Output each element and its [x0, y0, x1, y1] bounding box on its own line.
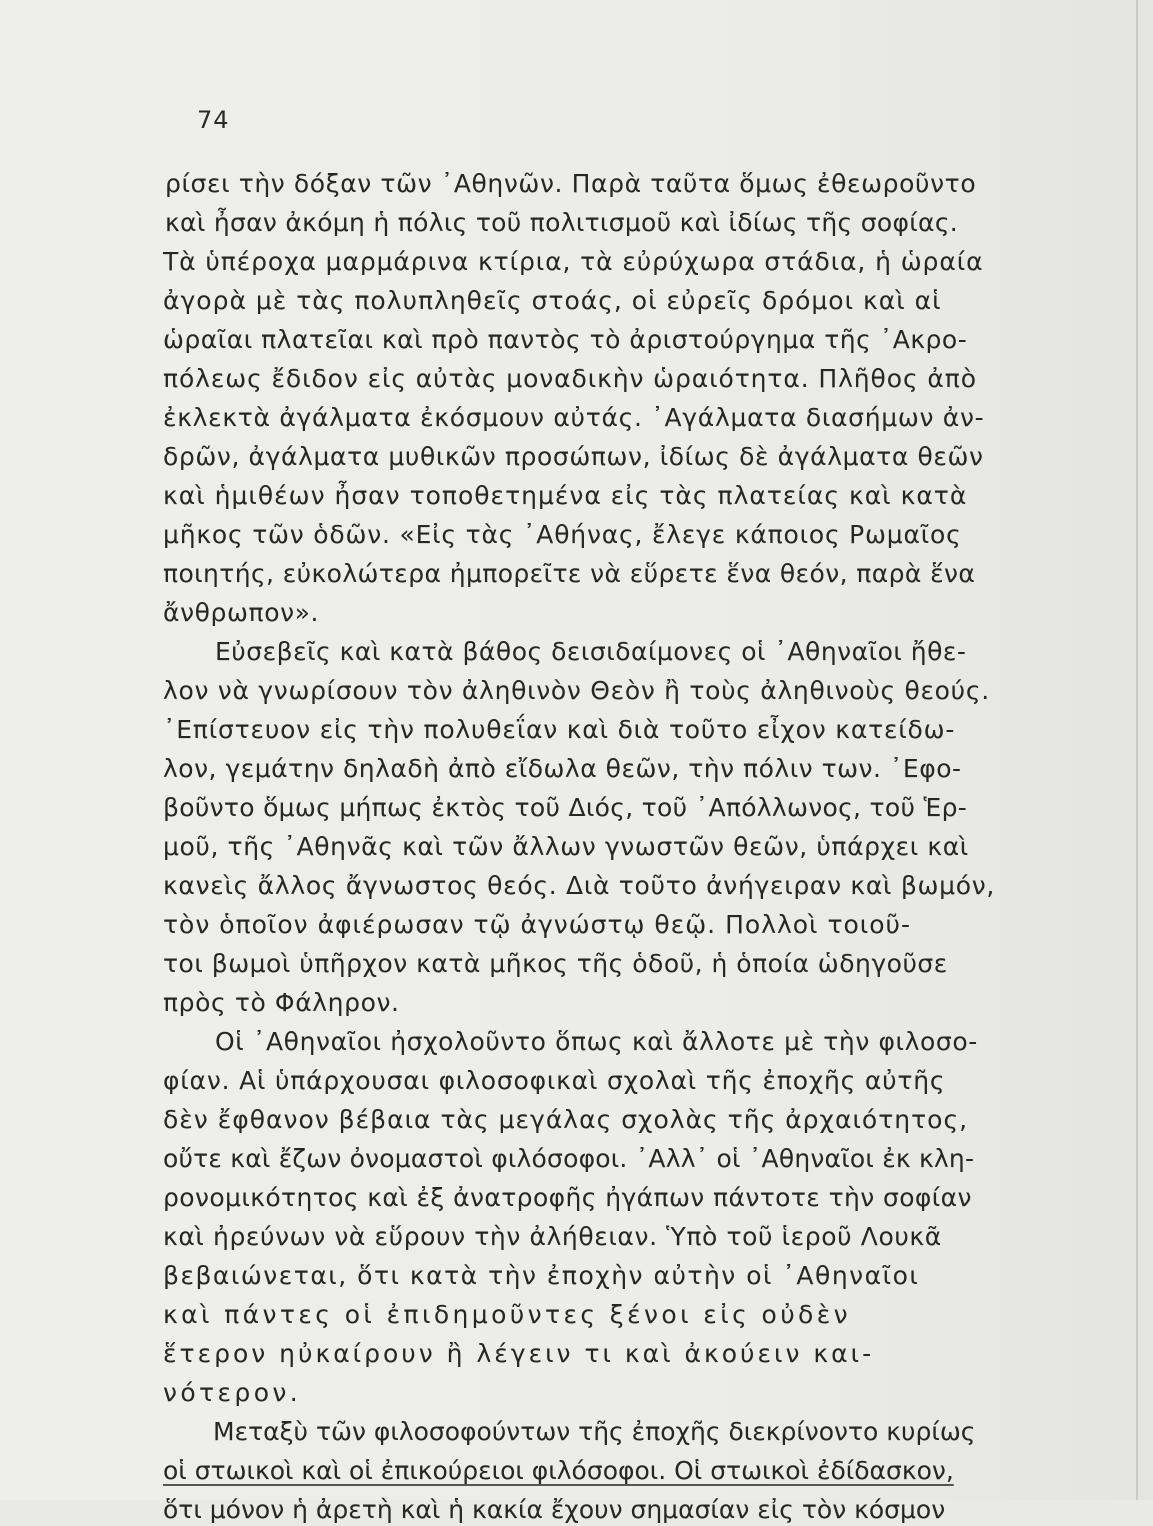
text-line: ρονομικότητος καὶ ἐξ ἀνατροφῆς ἠγάπων πάντοτε τὴν σοφίαν	[163, 1183, 972, 1212]
text-line: δὲν ἔφθανον βέβαια τὰς μεγάλας σχολὰς τῆς ἀρχαιότητος,	[163, 1105, 969, 1134]
text-line: ὅτι μόνον ἡ ἀρετὴ καὶ ἡ κακία ἔχουν σημασίαν εἰς τὸν κόσμον	[163, 1495, 946, 1524]
page-number: 74	[197, 106, 230, 134]
text-line: καὶ ἠρεύνων νὰ εὕρουν τὴν ἀλήθειαν. Ὑπὸ τοῦ ἱεροῦ Λουκᾶ	[163, 1222, 942, 1251]
text-line: ἐκλεκτὰ ἀγάλματα ἐκόσμουν αὐτάς. ᾿Αγάλματα διασήμων ἀν-	[163, 403, 985, 432]
text-line: καὶ πάντες οἱ ἐπιδημοῦντες ξένοι εἰς οὐδὲν	[163, 1300, 852, 1329]
text-line: τοι βωμοὶ ὑπῆρχον κατὰ μῆκος τῆς ὁδοῦ, ἡ ὁποία ὡδηγοῦσε	[163, 949, 948, 978]
text-line: ἀγορὰ μὲ τὰς πολυπληθεῖς στοάς, οἱ εὐρεῖς δρόμοι καὶ αἱ	[163, 286, 942, 315]
text-line: Μεταξὺ τῶν φιλοσοφούντων τῆς ἐποχῆς διεκρίνοντο κυρίως	[213, 1417, 976, 1446]
text-line: ᾿Επίστευον εἰς τὴν πολυθεΐαν καὶ διὰ τοῦτο εἶχον κατείδω-	[163, 715, 956, 744]
text-line-underlined: οἱ στωικοὶ καὶ οἱ ἐπικούρειοι φιλόσοφοι. Οἱ στωικοὶ ἐδίδασκον,	[163, 1456, 954, 1485]
text-line: ρίσει τὴν δόξαν τῶν ᾿Αθηνῶν. Παρὰ ταῦτα ὅμως ἐθεωροῦντο	[165, 169, 977, 198]
text-line: λον νὰ γνωρίσουν τὸν ἀληθινὸν Θεὸν ἢ τοὺς ἀληθινοὺς θεούς.	[163, 676, 990, 705]
text-line: ἄνθρωπον».	[163, 598, 320, 627]
text-line: πόλεως ἔδιδον εἰς αὐτὰς μοναδικὴν ὡραιότητα. Πλῆθος ἀπὸ	[163, 364, 977, 393]
text-line: βεβαιώνεται, ὅτι κατὰ τὴν ἐποχὴν αὐτὴν οἱ ᾿Αθηναῖοι	[163, 1261, 920, 1290]
text-line: βοῦντο ὅμως μήπως ἐκτὸς τοῦ Διός, τοῦ ᾿Απόλλωνος, τοῦ Ἑρ-	[163, 793, 968, 822]
text-line: δρῶν, ἀγάλματα μυθικῶν προσώπων, ἰδίως δὲ ἀγάλματα θεῶν	[163, 442, 984, 471]
text-line: λον, γεμάτην δηλαδὴ ἀπὸ εἴδωλα θεῶν, τὴν πόλιν των. ᾿Εφο-	[163, 754, 962, 783]
text-line: ὡραῖαι πλατεῖαι καὶ πρὸ παντὸς τὸ ἀριστούργημα τῆς ᾿Ακρο-	[163, 325, 968, 354]
text-line: Τὰ ὑπέροχα μαρμάρινα κτίρια, τὰ εὐρύχωρα στάδια, ἡ ὡραία	[163, 247, 984, 276]
text-line: κανεὶς ἄλλος ἄγνωστος θεός. Διὰ τοῦτο ἀνήγειραν καὶ βωμόν,	[163, 871, 996, 900]
text-line: τὸν ὁποῖον ἀφιέρωσαν τῷ ἀγνώστῳ θεῷ. Πολλοὶ τοιοῦ-	[163, 910, 912, 939]
text-line: Οἱ ᾿Αθηναῖοι ἠσχολοῦντο ὅπως καὶ ἄλλοτε μὲ τὴν φιλοσο-	[215, 1027, 978, 1056]
text-line: καὶ ἡμιθέων ἦσαν τοποθετημένα εἰς τὰς πλατείας καὶ κατὰ	[163, 481, 968, 510]
text-line: ἕτερον ηὐκαίρουν ἢ λέγειν τι καὶ ἀκούειν και-	[163, 1339, 875, 1368]
text-line: νότερον.	[163, 1378, 302, 1407]
page-edge-shadow	[1136, 0, 1138, 1500]
text-line: Εὐσεβεῖς καὶ κατὰ βάθος δεισιδαίμονες οἱ ᾿Αθηναῖοι ἤθε-	[215, 637, 967, 666]
text-line: μῆκος τῶν ὁδῶν. «Εἰς τὰς ᾿Αθήνας, ἔλεγε κάποιος Ρωμαῖος	[163, 520, 962, 549]
text-line: μοῦ, τῆς ᾿Αθηνᾶς καὶ τῶν ἄλλων γνωστῶν θεῶν, ὑπάρχει καὶ	[163, 832, 969, 861]
text-line: οὔτε καὶ ἔζων ὀνομαστοὶ φιλόσοφοι. ᾿Αλλ᾿ οἱ ᾿Αθηναῖοι ἐκ κλη-	[163, 1144, 975, 1173]
text-line: φίαν. Αἱ ὑπάρχουσαι φιλοσοφικαὶ σχολαὶ τῆς ἐποχῆς αὐτῆς	[163, 1066, 946, 1095]
text-line: καὶ ἦσαν ἀκόμη ἡ πόλις τοῦ πολιτισμοῦ καὶ ἰδίως τῆς σοφίας.	[165, 208, 959, 237]
text-line: ποιητής, εὐκολώτερα ἠμπορεῖτε νὰ εὕρετε ἕνα θεόν, παρὰ ἕνα	[163, 559, 976, 588]
text-line: πρὸς τὸ Φάληρον.	[163, 988, 400, 1017]
